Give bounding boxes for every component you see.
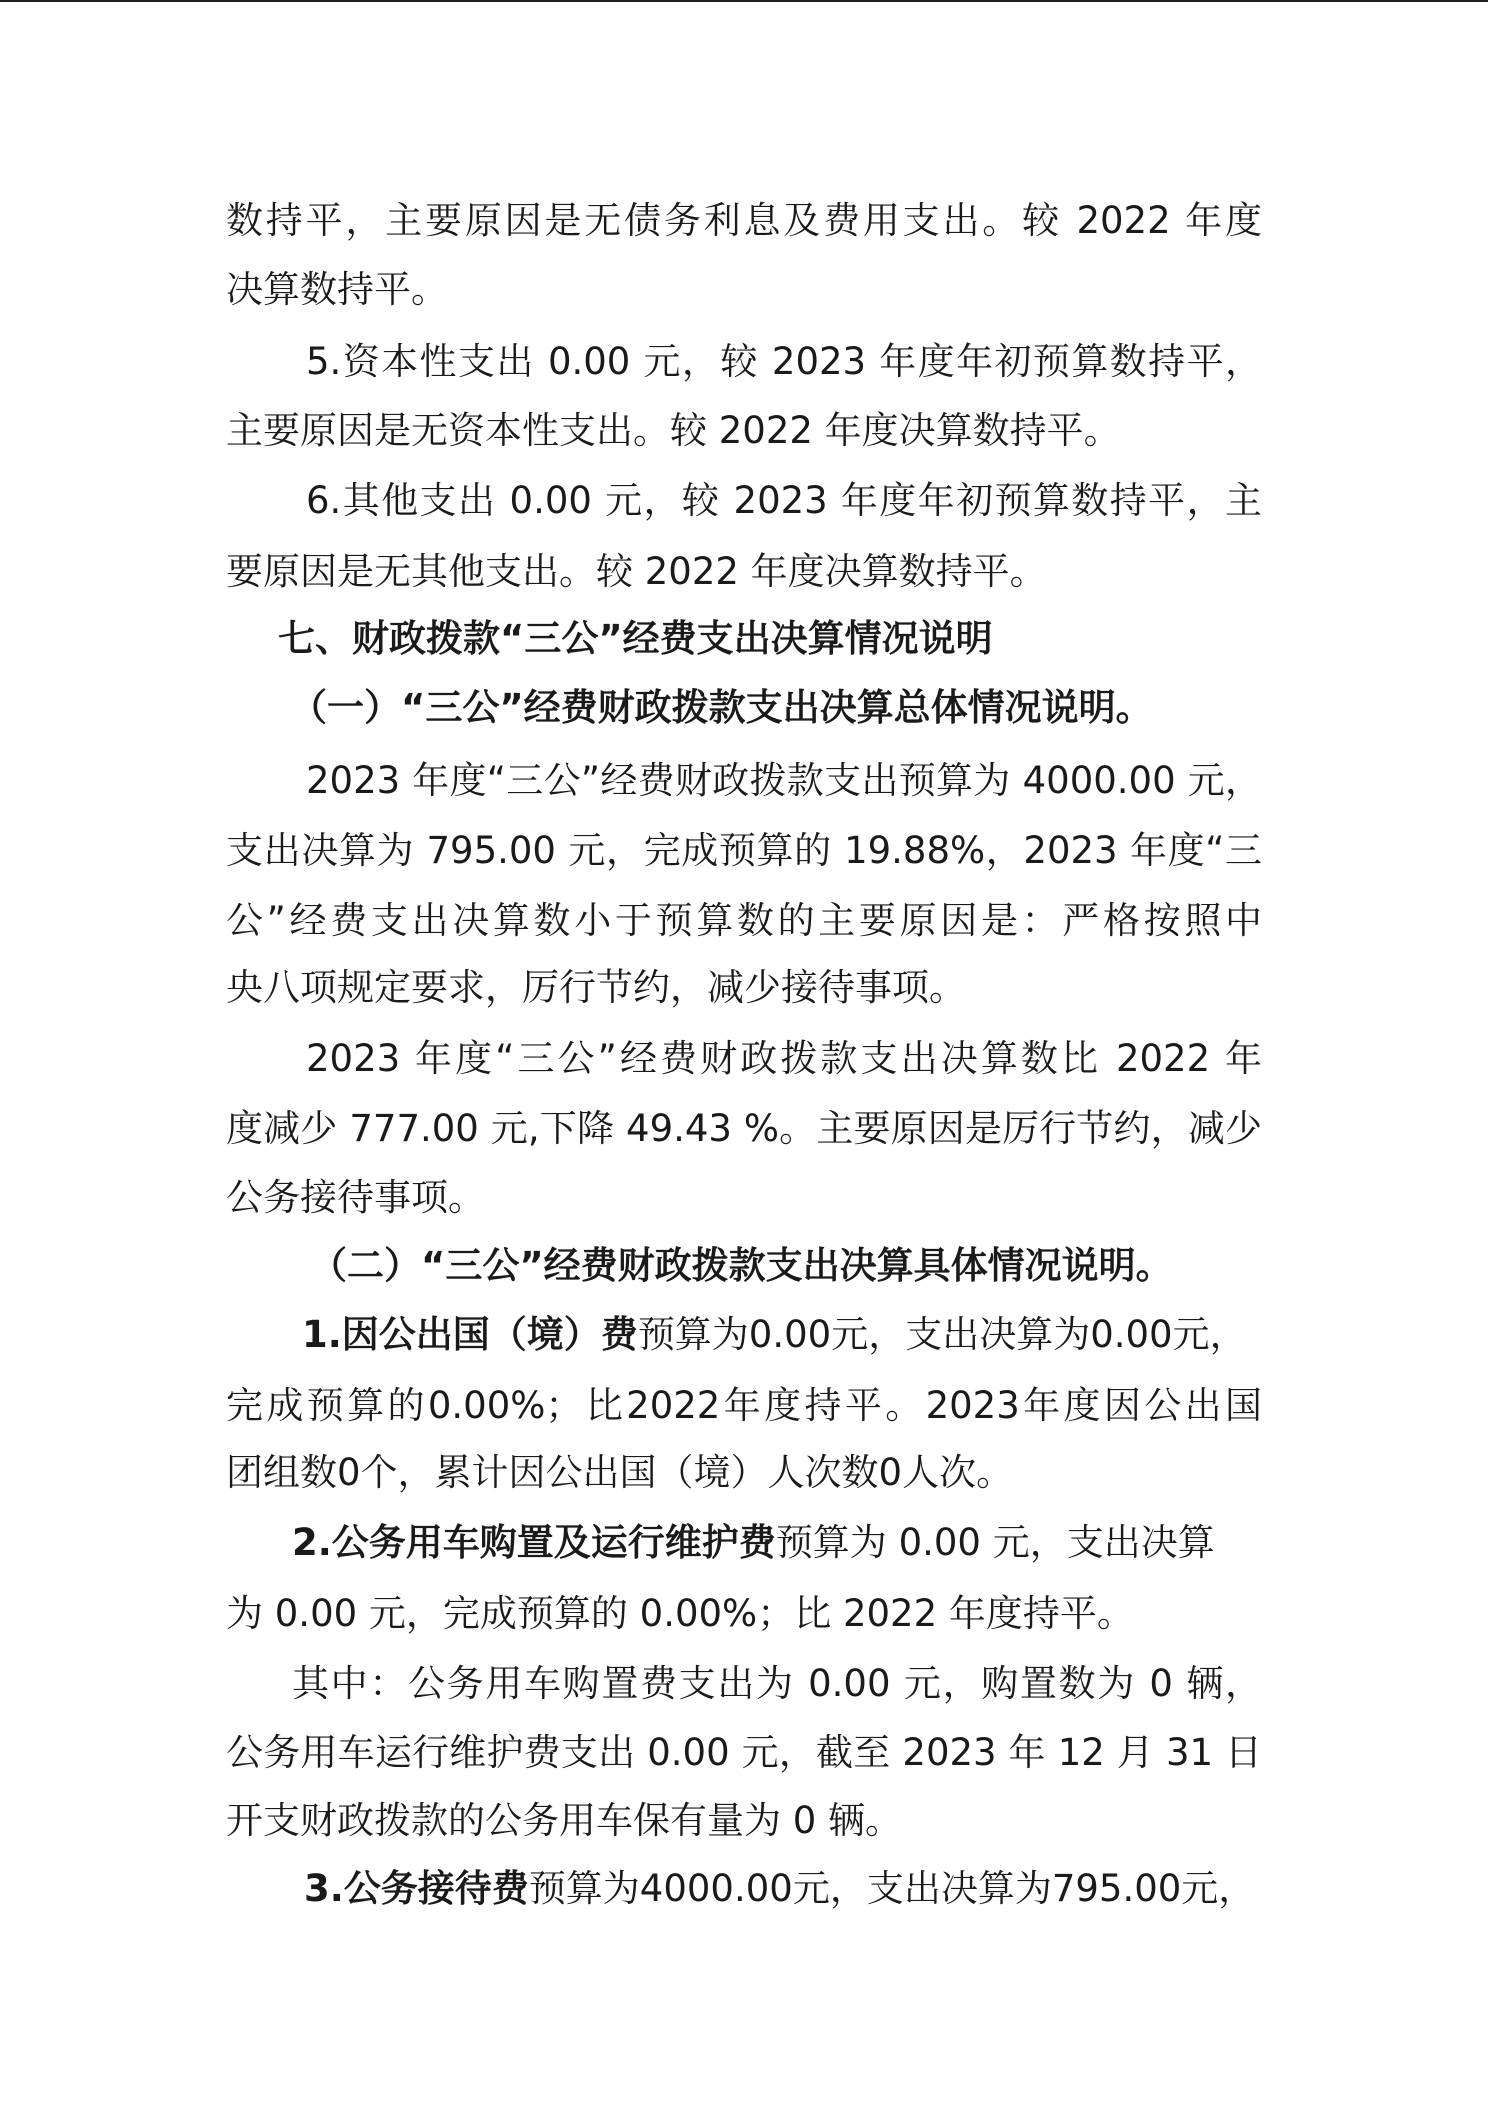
text-line: 主要原因是无资本性支出。较 2022 年度决算数持平。 bbox=[226, 409, 1121, 452]
text-line: 其中：公务用车购置费支出为 0.00 元，购置数为 0 辆， bbox=[292, 1662, 1262, 1705]
text-line: 决算数持平。 bbox=[226, 268, 448, 311]
text-line bbox=[292, 1518, 1215, 1568]
section-heading: 七、财政拨款“三公”经费支出决算情况说明 bbox=[278, 617, 993, 660]
page-top-border bbox=[0, 0, 1488, 2]
text-line: 开支财政拨款的公务用车保有量为 0 辆。 bbox=[226, 1799, 903, 1842]
item-title: 1.因公出国（境）费 bbox=[302, 1313, 638, 1356]
text-line bbox=[304, 1864, 1255, 1914]
item-text: 预算为4000.00元，支出决算为795.00元， bbox=[528, 1867, 1256, 1910]
item-title: 2.公务用车购置及运行维护费 bbox=[292, 1521, 776, 1564]
text-line: 支出决算为 795.00 元，完成预算的 19.88%，2023 年度“三 bbox=[226, 829, 1262, 872]
text-line: 为 0.00 元，完成预算的 0.00%；比 2022 年度持平。 bbox=[226, 1592, 1134, 1635]
item-title: 3.公务接待费 bbox=[304, 1867, 529, 1910]
text-line: 公务用车运行维护费支出 0.00 元，截至 2023 年 12 月 31 日 bbox=[226, 1731, 1262, 1774]
subsection-heading: （二）“三公”经费财政拨款支出决算具体情况说明。 bbox=[310, 1244, 1173, 1287]
subsection-heading: （一）“三公”经费财政拨款支出决算总体情况说明。 bbox=[290, 686, 1153, 729]
text-line: 要原因是无其他支出。较 2022 年度决算数持平。 bbox=[226, 550, 1047, 593]
text-line: 团组数0个，累计因公出国（境）人次数0人次。 bbox=[226, 1451, 1014, 1494]
text-line: 数持平，主要原因是无债务利息及费用支出。较 2022 年度 bbox=[226, 199, 1262, 242]
text-line: 2023 年度“三公”经费财政拨款支出决算数比 2022 年 bbox=[306, 1037, 1262, 1080]
item-text: 预算为0.00元，支出决算为0.00元， bbox=[637, 1313, 1247, 1356]
text-line: 6.其他支出 0.00 元，较 2023 年度年初预算数持平，主 bbox=[306, 479, 1262, 522]
text-line: 完成预算的0.00%；比2022年度持平。2023年度因公出国 bbox=[226, 1384, 1262, 1427]
text-line: 2023 年度“三公”经费财政拨款支出预算为 4000.00 元， bbox=[306, 759, 1262, 802]
text-line bbox=[302, 1310, 1247, 1360]
text-line: 5.资本性支出 0.00 元，较 2023 年度年初预算数持平， bbox=[306, 340, 1262, 383]
text-line: 公”经费支出决算数小于预算数的主要原因是：严格按照中 bbox=[226, 899, 1262, 942]
text-line: 央八项规定要求，厉行节约，减少接待事项。 bbox=[226, 966, 966, 1009]
text-line: 度减少 777.00 元,下降 49.43 %。主要原因是厉行节约，减少 bbox=[226, 1107, 1262, 1150]
item-text: 预算为 0.00 元，支出决算 bbox=[775, 1521, 1215, 1564]
text-line: 公务接待事项。 bbox=[226, 1176, 485, 1219]
